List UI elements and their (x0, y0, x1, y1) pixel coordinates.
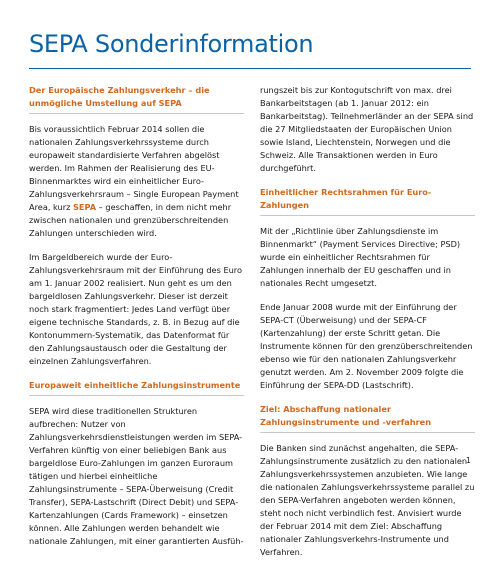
heading-divider (260, 432, 475, 433)
heading-divider (260, 215, 475, 216)
paragraph-text: Im Bargeldbereich wurde der Euro-Zahlungsverkehrsraum mit der Einführung des Euro am 1. Januar 2002 realisiert. Nun geht es um den bargeldlosen Zahlungsverkehr. Dieser ist derzeit noch stark fragmentiert: Jedes Land verfügt über eigene technische Standards, z. B. in Bezug auf die Kontonummern-Systematik, das Datenformat für den Zahlungsaustausch oder die Gestaltung der einzelnen Zahlungsverfahren. (29, 252, 243, 366)
section-heading: Ziel: Abschaffung nationaler Zahlungsinstrumente und -verfahren (260, 404, 432, 427)
paragraph (29, 251, 244, 368)
section-legal-framework (260, 186, 475, 392)
section-goal-abolition (260, 403, 475, 559)
page-title: SEPA Sonderinformation (29, 30, 314, 58)
heading-divider (29, 395, 244, 396)
paragraph-text: SEPA wird diese traditionellen Strukturen aufbrechen: Nutzer von Zahlungsverkehrsdienstleistungen werden im SEPA-Verfahren künftig von einer beliebigen Bank aus bargeldlose Euro-Zahlungen im ganzen Euroraum tätigen und hierbei einheitliche Zahlungsinstrumente – SEPA-Überweisung (Credit Transfer), SEPA-Lastschrift (Direct Debit) und SEPA-Kartenzahlungen (Cards Framework) – einsetzen können. Alle Zahlungen werden behandelt wie nationale Zahlungen, mit einer garantierten Ausfüh- (29, 406, 244, 546)
paragraph-text: – geschaffen, in dem nicht mehr zwischen nationalen und grenzüberschreitenden Zahlungen unterschieden wird. (29, 202, 232, 238)
heading-divider (29, 113, 244, 114)
paragraph-text: Bis voraussichtlich Februar 2014 sollen die nationalen Zahlungsverkehrssysteme durch europaweit standardisierte Verfahren abgelöst werden. Im Rahmen der Realisierung des EU-Binnenmarktes wird ein einheitlicher Euro-Zahlungsverkehrsraum – Single European Payment Area, kurz (29, 124, 239, 212)
section-heading: Der Europäische Zahlungsverkehr – die unmögliche Umstellung auf SEPA (29, 85, 210, 108)
section-european-payments (29, 84, 244, 368)
section-heading: Einheitlicher Rechtsrahmen für Euro-Zahlungen (260, 187, 432, 210)
paragraph: Ende Januar 2008 wurde mit der Einführung der SEPA-CT (Überweisung) und der SEPA-CF (Kartenzahlung) der erste Schritt getan. Die Instrumente können für den grenzüberschreitenden ebenso wie für den nationalen Zahlungsverkehr genutzt werden. Am 2. November 2009 folgte die Einführung der SEPA-DD (Lastschrift). (260, 302, 473, 390)
paragraph: rungszeit bis zur Kontogutschrift von max. drei Bankarbeitstagen (ab 1. Januar 2012: ein Bankarbeitstag). Teilnehmerländer an der SEPA sind die 27 Mitgliedstaaten der Europäischen Union sowie Island, Liechtenstein, Norwegen und die Schweiz. Alle Transaktionen werden in Euro durchgeführt. (260, 85, 474, 173)
title-divider (29, 68, 471, 69)
paragraph: Die Banken sind zunächst angehalten, die SEPA-Zahlungsinstrumente zusätzlich zu den nationalen Zahlungsverkehrssystemen anzubieten. Wie lange die nationalen Zahlungsverkehrssysteme parallel zu den SEPA-Verfahren angeboten werden können, steht noch nicht verbindlich fest. Anvisiert wurde der Februar 2014 mit dem Ziel: Abschaffung nationaler Zahlungsverkehrs-Instrumente und Verfahren. (260, 443, 475, 557)
paragraph (29, 405, 244, 548)
paragraph (29, 123, 244, 240)
paragraph: Mit der „Richtlinie über Zahlungsdienste im Binnenmarkt“ (Payment Services Directive; PSD) wurde ein einheitlicher Rechtsrahmen für Zahlungen innerhalb der EU geschaffen und in nationales Recht umgesetzt. (260, 226, 461, 288)
section-uniform-instruments (29, 379, 244, 548)
left-column (29, 84, 244, 559)
page-number: 1 (465, 456, 471, 465)
highlight-term: SEPA (73, 202, 97, 212)
right-column (260, 84, 475, 570)
section-heading: Europaweit einheitliche Zahlungsinstrumente (29, 380, 241, 390)
